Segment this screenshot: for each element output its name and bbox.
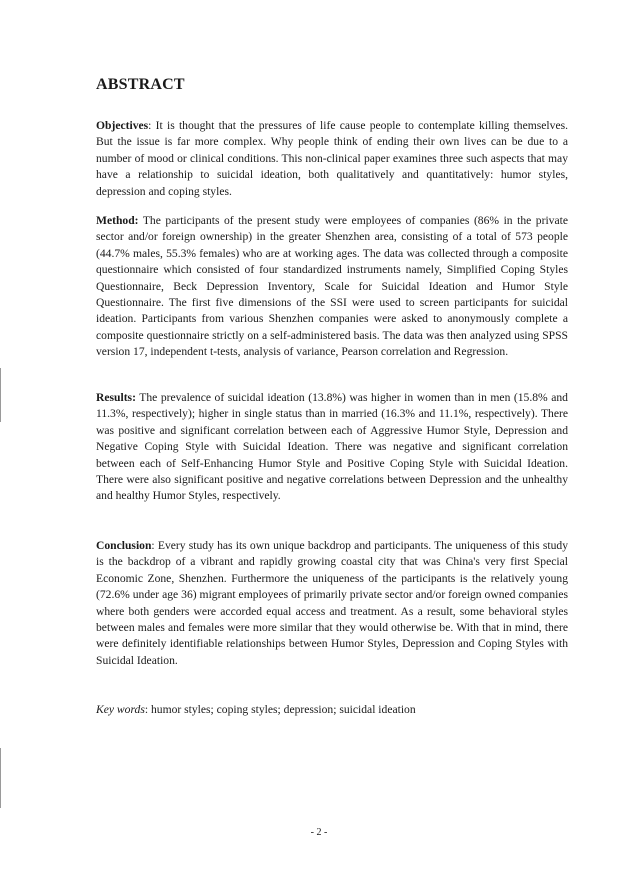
conclusion-separator: : xyxy=(151,539,158,552)
conclusion-text: Every study has its own unique backdrop and participants. The uniqueness of this study is the backdrop of a vibrant and rapidly growing coastal city that was China's very first Special Economic Zone, Shenzhen. Furthermore the uniqueness of the participants is the relatively young (72.6% under age 36) migrant employees of primarily private sector and/or foreign owned companies where both genders were accorded equal access and treatment. As a result, some behavioral styles between males and females were more similar that they would otherwise be. With that in mind, there were definitely identifiable relationships between Humor Styles, Depression and Coping Styles with Suicidal Ideation. xyxy=(96,539,568,667)
objectives-label: Objectives xyxy=(96,119,149,132)
keywords-label: Key words xyxy=(96,703,145,716)
results-text: The prevalence of suicidal ideation (13.8%) was higher in women than in men (15.8% and 11.3%, respectively); higher in single status than in married (16.3% and 11.1%, respectively). There was positive and significant correlation between each of Aggressive Humor Style, Depression and Negative Coping Style with Suicidal Ideation. There was negative and significant correlation between each of Self-Enhancing Humor Style and Positive Coping Style with Suicidal Ideation. There were also significant positive and negative correlations between Depression and the unhealthy and healthy Humor Styles, respectively. xyxy=(96,391,568,503)
results-paragraph xyxy=(96,390,568,505)
objectives-separator: : xyxy=(148,119,156,132)
method-label: Method: xyxy=(96,214,139,227)
method-text: The participants of the present study were employees of companies (86% in the private sector and/or foreign ownership) in the greater Shenzhen area, consisting of a total of 573 people (44.7% males, 55.3% females) who are at working ages. The data was collected through a composite questionnaire which consisted of four standardized instruments namely, Simplified Coping Styles Questionnaire, Beck Depression Inventory, Scale for Suicidal Ideation and Humor Style Questionnaire. The first five dimensions of the SSI were used to screen participants for suicidal ideation. Participants from various Shenzhen companies were asked to anonymously complete a composite questionnaire strictly on a self-administered basis. The data was then analyzed using SPSS version 17, independent t-tests, analysis of variance, Pearson correlation and Regression. xyxy=(96,214,568,359)
conclusion-paragraph xyxy=(96,538,568,669)
objectives-text: It is thought that the pressures of life cause people to contemplate killing themselves. But the issue is far more complex. Why people think of ending their own lives can be due to a number of mood or clinical conditions. This non-clinical paper examines three such aspects that may have a relationship to suicidal ideation, both qualitatively and quantitatively: humor styles, depression and coping styles. xyxy=(96,119,568,198)
objectives-paragraph xyxy=(96,118,568,200)
keywords-text: humor styles; coping styles; depression; suicidal ideation xyxy=(150,703,416,716)
abstract-heading: ABSTRACT xyxy=(96,76,185,93)
conclusion-label: Conclusion xyxy=(96,539,152,552)
keywords-paragraph xyxy=(96,702,568,718)
keywords-separator: : xyxy=(144,703,151,716)
page-number: - 2 - xyxy=(310,827,328,838)
scan-margin-mark xyxy=(0,368,1,422)
method-paragraph xyxy=(96,213,568,361)
results-label: Results: xyxy=(96,391,136,404)
scan-margin-mark xyxy=(0,748,1,808)
